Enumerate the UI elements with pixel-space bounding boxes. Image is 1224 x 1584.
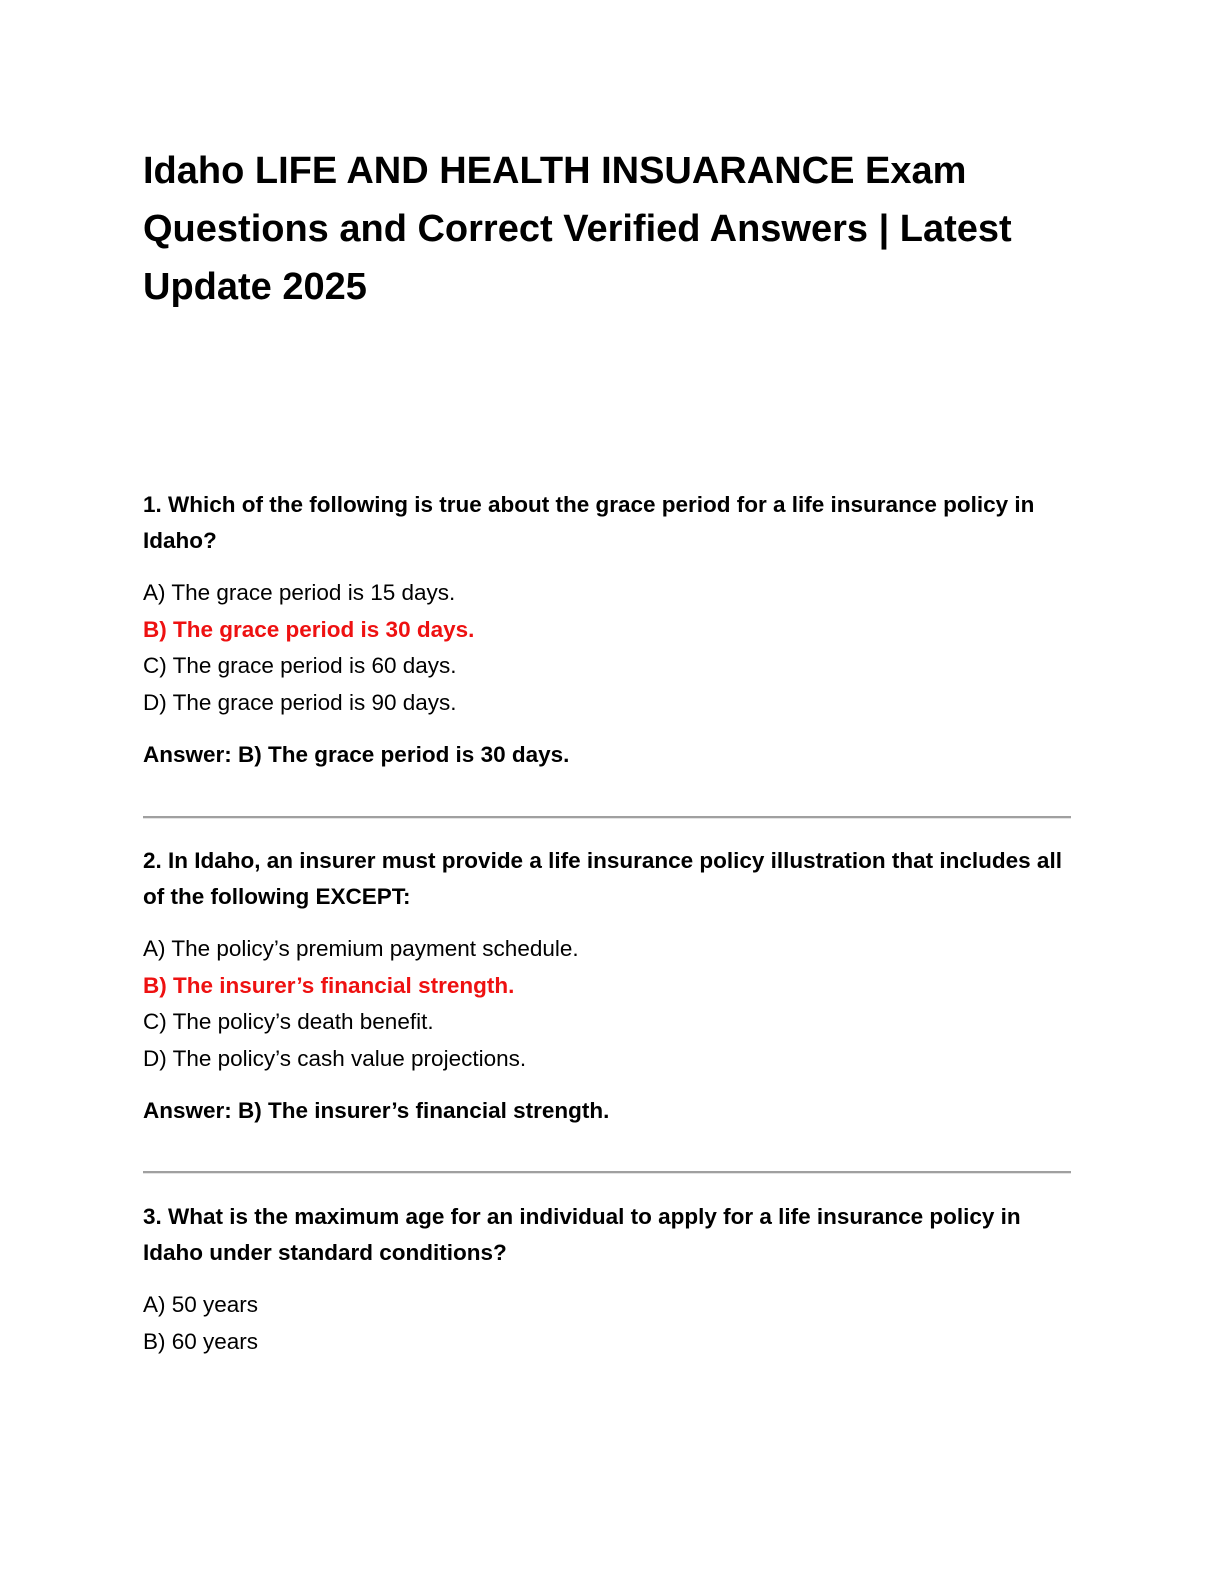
answer-option: C) The policy’s death benefit. [143,1009,434,1034]
question-text: 2. In Idaho, an insurer must provide a life insurance policy illustration that includes all of the following EXCEPT: [143,848,1062,909]
answer-option: A) The grace period is 15 days. [143,580,456,605]
answer-option: D) The grace period is 90 days. [143,689,457,715]
document-title: Idaho LIFE AND HEALTH INSUARANCE Exam Questions and Correct Verified Answers | Latest Update 2025 [143,150,1012,308]
question-block [143,487,1071,773]
answer-option: A) 50 years [143,1292,259,1317]
section-divider [143,816,1071,819]
answer-option: A) The policy’s premium payment schedule. [143,936,579,961]
correct-answer-option: B) The insurer’s financial strength. [143,972,515,998]
question-block [143,843,1071,1129]
answer-key: Answer: B) The insurer’s financial strength. [143,1098,610,1123]
answer-option: B) 60 years [143,1328,259,1354]
question-text: 3. What is the maximum age for an individual to apply for a life insurance policy in Idaho under standard conditions? [143,1204,1021,1265]
answer-option: D) The policy’s cash value projections. [143,1045,527,1071]
section-divider [143,1171,1071,1174]
answer-key: Answer: B) The grace period is 30 days. [143,742,570,767]
answer-option: C) The grace period is 60 days. [143,653,457,678]
question-block [143,1199,1071,1360]
correct-answer-option: B) The grace period is 30 days. [143,616,475,642]
question-text: 1. Which of the following is true about the grace period for a life insurance policy in Idaho? [143,492,1035,553]
